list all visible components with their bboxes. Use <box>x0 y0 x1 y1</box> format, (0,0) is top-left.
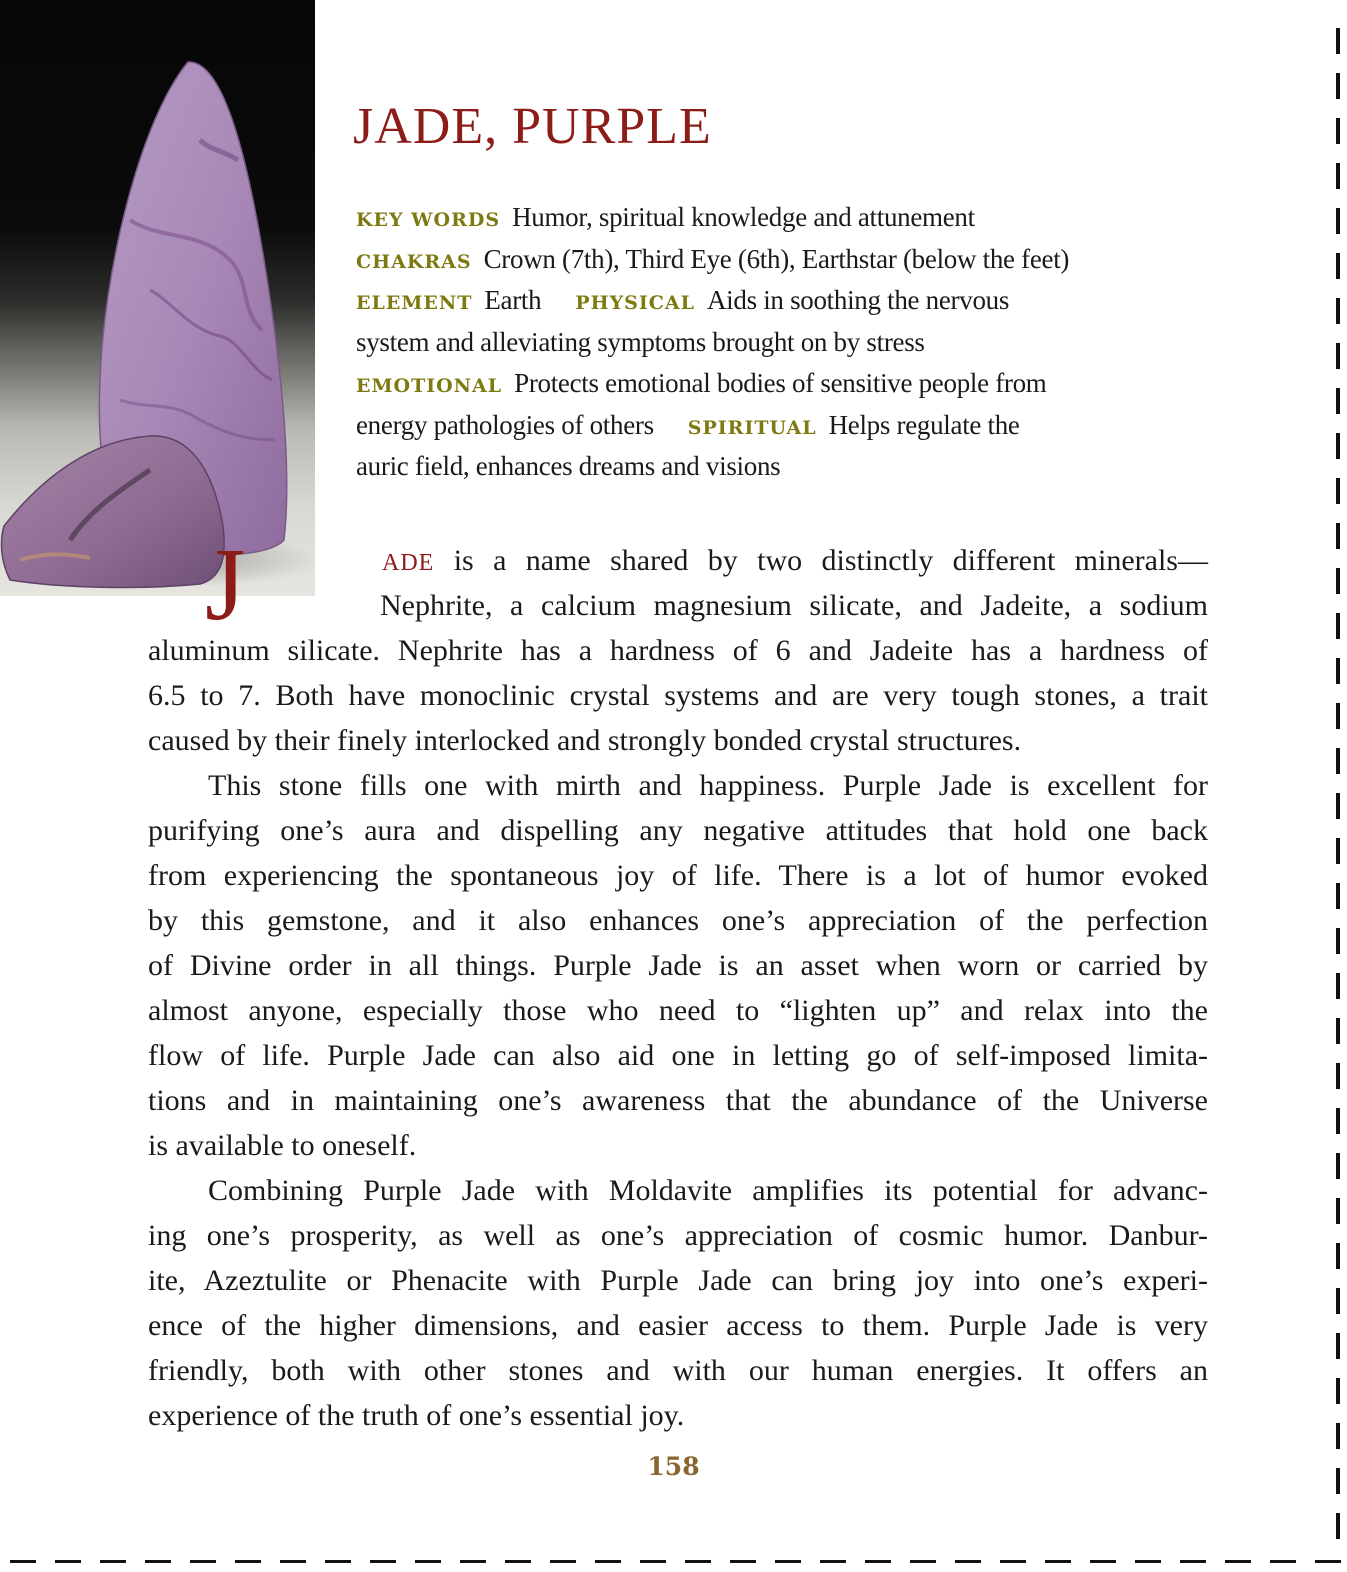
chakras-line <box>356 239 1206 281</box>
text-line: Combining Purple Jade with Moldavite amplifies its potential for advanc- <box>208 1174 1208 1207</box>
text-line: is available to oneself. <box>148 1129 417 1162</box>
edge-mark <box>1336 163 1340 189</box>
element-label: ELEMENT <box>356 292 473 314</box>
element-value: Earth <box>484 285 542 315</box>
text-line: ence of the higher dimensions, and easier access to them. Purple Jade is very <box>148 1309 1208 1342</box>
edge-mark <box>640 1560 666 1563</box>
key-facts <box>356 197 1206 488</box>
edge-mark <box>55 1560 81 1563</box>
edge-mark <box>1336 1018 1340 1044</box>
emotional-value-2: energy pathologies of others <box>356 409 654 440</box>
edge-mark <box>1336 703 1340 729</box>
text-line: aluminum silicate. Nephrite has a hardness of 6 and Jadeite has a hardness of <box>148 634 1208 667</box>
edge-mark <box>1336 298 1340 324</box>
edge-mark <box>1336 748 1340 774</box>
physical-value-2: system and alleviating symptoms brought on by stress <box>356 326 925 357</box>
edge-mark <box>1336 928 1340 954</box>
text-line: flow of life. Purple Jade can also aid one in letting go of self-imposed limita- <box>148 1039 1208 1072</box>
edge-mark <box>190 1560 216 1563</box>
edge-mark <box>1336 883 1340 909</box>
edge-mark <box>685 1560 711 1563</box>
edge-mark <box>1336 838 1340 864</box>
edge-mark <box>1336 388 1340 414</box>
drop-cap: J <box>205 527 246 642</box>
edge-mark <box>145 1560 171 1563</box>
paragraph-2 <box>148 763 1208 1168</box>
spiritual-value-1: Helps regulate the <box>828 409 1020 440</box>
edge-mark <box>1336 208 1340 234</box>
edge-mark <box>100 1560 126 1563</box>
edge-mark <box>1336 1423 1340 1449</box>
spiritual-line-2 <box>356 446 1206 488</box>
edge-mark <box>820 1560 846 1563</box>
text-line: Nephrite, a calcium magnesium silicate, and Jadeite, a sodium <box>380 589 1208 622</box>
edge-mark <box>1336 973 1340 999</box>
element-physical-line <box>356 280 1206 322</box>
edge-mark <box>1336 478 1340 504</box>
text-line: purifying one’s aura and dispelling any negative attitudes that hold one back <box>148 814 1208 847</box>
edge-mark <box>1336 1288 1340 1314</box>
text-line: caused by their finely interlocked and strongly bonded crystal structures. <box>148 724 1022 757</box>
text-line: of Divine order in all things. Purple Jade is an asset when worn or carried by <box>148 949 1208 982</box>
edge-mark <box>1336 1243 1340 1269</box>
edge-mark <box>1336 1063 1340 1089</box>
emotional-line <box>356 363 1206 405</box>
text-line: ite, Azeztulite or Phenacite with Purple Jade can bring joy into one’s experi- <box>148 1264 1208 1297</box>
purple-jade-photo <box>0 0 315 596</box>
edge-mark <box>1315 1560 1341 1563</box>
edge-mark <box>1336 1468 1340 1494</box>
emotional-label: EMOTIONAL <box>356 375 503 397</box>
edge-mark <box>1045 1560 1071 1563</box>
edge-mark <box>280 1560 306 1563</box>
edge-mark <box>415 1560 441 1563</box>
bottom-edge-marks <box>0 1560 1347 1566</box>
edge-mark <box>1336 1198 1340 1224</box>
key-words-value: Humor, spiritual knowledge and attunement <box>512 202 975 232</box>
lead-word: ADE <box>382 550 435 576</box>
edge-mark <box>325 1560 351 1563</box>
edge-mark <box>1336 1108 1340 1134</box>
chakras-value: Crown (7th), Third Eye (6th), Earthstar (below the feet) <box>483 243 1070 274</box>
text-line: ADE is a name shared by two distinctly different minerals— <box>382 544 1208 577</box>
edge-mark <box>955 1560 981 1563</box>
paragraph-3 <box>148 1168 1208 1438</box>
edge-mark <box>1336 253 1340 279</box>
chakras-label: CHAKRAS <box>356 250 472 273</box>
edge-mark <box>1000 1560 1026 1563</box>
edge-mark <box>1336 73 1340 99</box>
physical-label: PHYSICAL <box>575 292 695 314</box>
edge-mark <box>10 1560 36 1563</box>
edge-mark <box>550 1560 576 1563</box>
edge-mark <box>1090 1560 1116 1563</box>
text-line: from experiencing the spontaneous joy of life. There is a lot of humor evoked <box>148 859 1208 892</box>
edge-mark <box>1180 1560 1206 1563</box>
spiritual-value-2: auric field, enhances dreams and visions <box>356 451 781 481</box>
edge-mark <box>1336 613 1340 639</box>
page-number: 158 <box>647 1452 700 1481</box>
edge-mark <box>370 1560 396 1563</box>
paragraph-1 <box>148 527 1208 763</box>
edge-mark <box>1135 1560 1161 1563</box>
edge-mark <box>1336 658 1340 684</box>
text-line: 6.5 to 7. Both have monoclinic crystal systems and are very tough stones, a trait <box>148 679 1208 712</box>
edge-mark <box>1336 793 1340 819</box>
edge-mark <box>1336 343 1340 369</box>
edge-mark <box>910 1560 936 1563</box>
text-line: This stone fills one with mirth and happiness. Purple Jade is excellent for <box>208 769 1208 802</box>
edge-mark <box>1336 1333 1340 1359</box>
emotional-value-1: Protects emotional bodies of sensitive people from <box>514 368 1047 398</box>
page-title: JADE, PURPLE <box>353 98 712 155</box>
text-line: friendly, both with other stones and with our human energies. It offers an <box>148 1354 1208 1387</box>
spiritual-label: SPIRITUAL <box>687 416 817 439</box>
edge-mark <box>1225 1560 1251 1563</box>
emotional-spiritual-line <box>356 405 1206 447</box>
right-edge-marks <box>1336 0 1347 1545</box>
key-words-label: KEY WORDS <box>356 209 501 231</box>
edge-mark <box>1336 1513 1340 1539</box>
physical-line-2 <box>356 322 1206 364</box>
physical-value-1: Aids in soothing the nervous <box>706 285 1010 315</box>
text-line: experience of the truth of one’s essential joy. <box>148 1399 685 1432</box>
edge-mark <box>775 1560 801 1563</box>
body-text <box>148 527 1208 1438</box>
edge-mark <box>1336 28 1340 54</box>
purple-jade-stones-illustration <box>0 0 315 596</box>
edge-mark <box>1336 433 1340 459</box>
edge-mark <box>1336 1153 1340 1179</box>
edge-mark <box>595 1560 621 1563</box>
edge-mark <box>865 1560 891 1563</box>
edge-mark <box>1336 1378 1340 1404</box>
text-line: by this gemstone, and it also enhances one’s appreciation of the perfection <box>148 904 1208 937</box>
edge-mark <box>460 1560 486 1563</box>
edge-mark <box>1336 118 1340 144</box>
edge-mark <box>730 1560 756 1563</box>
edge-mark <box>1270 1560 1296 1563</box>
text-line: almost anyone, especially those who need to “lighten up” and relax into the <box>148 994 1208 1027</box>
key-words-line <box>356 197 1206 239</box>
edge-mark <box>1336 568 1340 594</box>
edge-mark <box>505 1560 531 1563</box>
text-line: tions and in maintaining one’s awareness that the abundance of the Universe <box>148 1084 1208 1117</box>
edge-mark <box>235 1560 261 1563</box>
edge-mark <box>1336 523 1340 549</box>
text-line: ing one’s prosperity, as well as one’s appreciation of cosmic humor. Danbur- <box>148 1219 1208 1252</box>
